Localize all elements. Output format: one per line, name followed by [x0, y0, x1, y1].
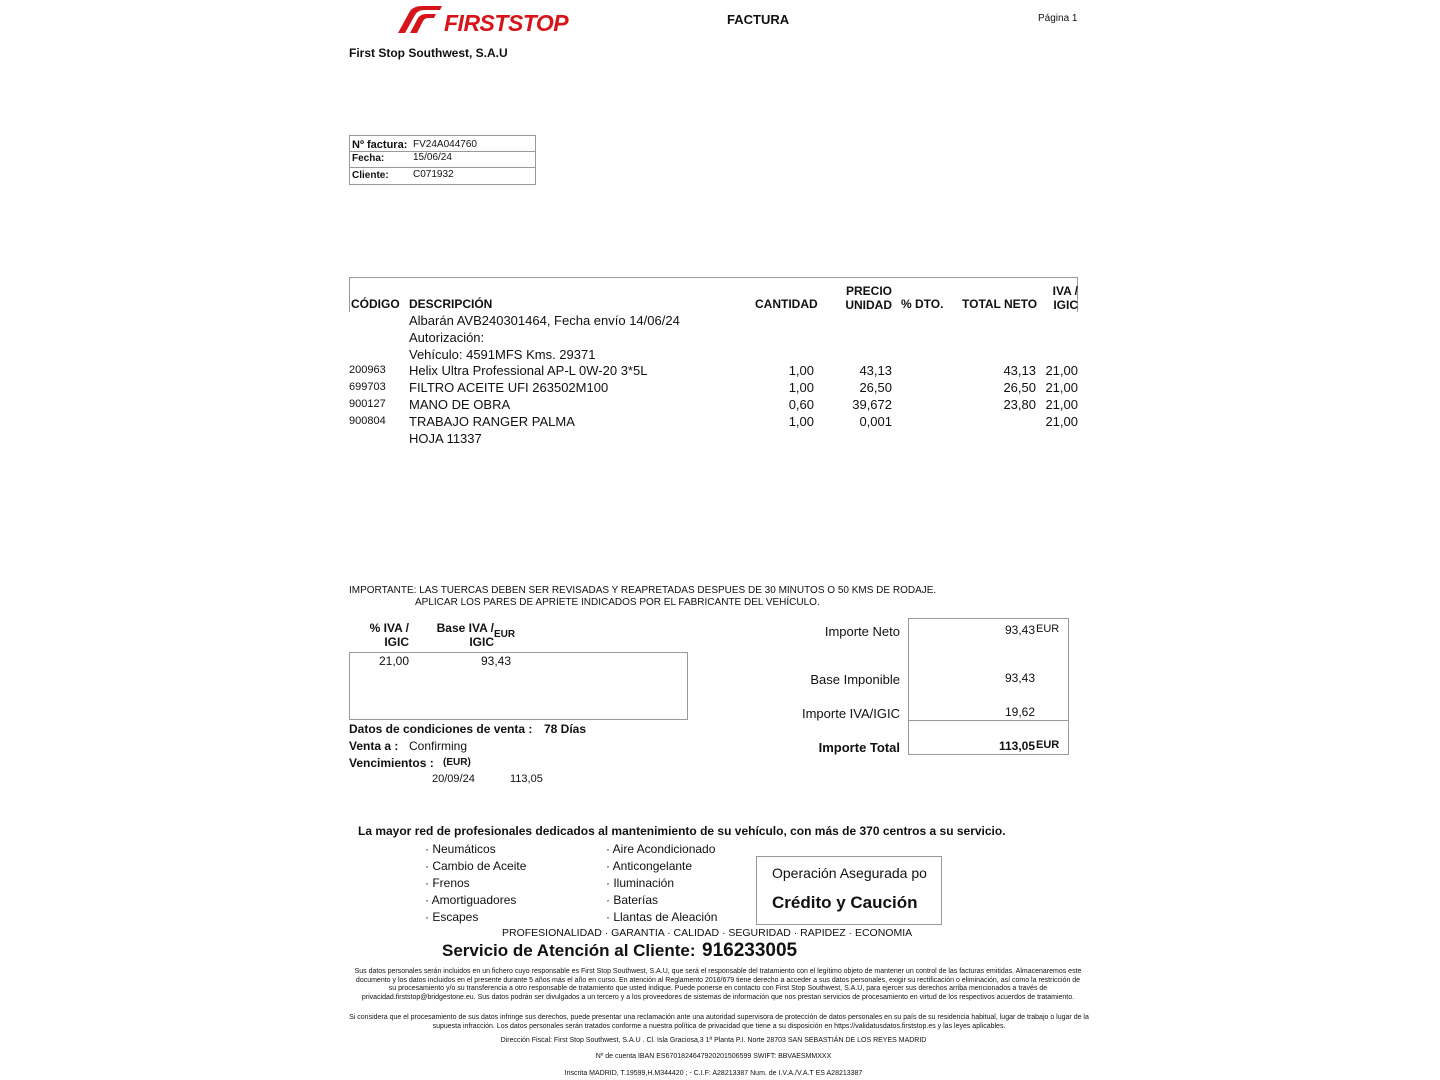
service-item: · Frenos: [425, 876, 470, 890]
row-qty: 1,00: [788, 380, 814, 395]
col-header-codigo: CÓDIGO: [351, 297, 400, 311]
row-price: 39,672: [852, 397, 892, 412]
logo-wordmark: FIRSTSTOP: [444, 10, 569, 36]
complaint-notice: Si considera que el procesamiento de sus datos infringe sus derechos, puede presentar una reclamación ante una autoridad supervisora de protección de datos personales en su país de su residencia habitual, lugar de trabajo o lugar de la supuesta infracción. Los datos personales serán tratados conforme a nuestra política de privacidad que tiene a su disposición en https://validatusdatos.firststop.es y las leyes aplicables.: [349, 1014, 1089, 1030]
importe-total-label: Importe Total: [818, 740, 900, 755]
vencimiento-amount: 113,05: [510, 773, 543, 785]
customer-service-label: Servicio de Atención al Cliente:: [442, 941, 696, 960]
customer-service-phone: 916233005: [702, 940, 798, 961]
service-item: · Cambio de Aceite: [425, 859, 527, 873]
company-name: First Stop Southwest, S.A.U: [349, 46, 508, 60]
importe-neto-currency: EUR: [1036, 623, 1060, 635]
row-qty: 1,00: [788, 363, 814, 378]
col-header-dto: % DTO.: [901, 297, 944, 311]
vencimiento-date: 20/09/24: [432, 773, 475, 785]
row-code: 900127: [349, 398, 386, 410]
importe-iva-value: 19,62: [1004, 705, 1035, 719]
venta-label: Venta a :: [349, 739, 399, 753]
tax-header-eur: EUR: [494, 629, 516, 640]
service-item: · Iluminación: [606, 876, 675, 890]
row-desc: FILTRO ACEITE UFI 263502M100: [409, 380, 609, 395]
row-desc: TRABAJO RANGER PALMA: [409, 414, 575, 429]
row-iva: 21,00: [1045, 380, 1078, 395]
items-note: [409, 312, 680, 363]
col-header-descripcion: DESCRIPCIÓN: [409, 297, 493, 311]
service-item: · Anticongelante: [606, 859, 693, 873]
service-item: · Llantas de Aleación: [606, 910, 718, 924]
client-label: Cliente:: [352, 170, 389, 181]
fiscal-address: Dirección Fiscal: First Stop Southwest, S.A.U . Cl. Isla Graciosa,3 1ª Planta P.I. Norte 28703 SAN SEBASTIÁN DE LOS REYES MADRID: [500, 1037, 927, 1044]
registry-info: Inscrita MADRID, T.19599,H.M344420 ; - C.I.F: A28213387 Num. de I.V.A./V.A.T ES A28213387: [564, 1070, 863, 1077]
invoice-date: 15/06/24: [413, 152, 452, 163]
logo-swoosh-icon: [396, 5, 444, 35]
vencimientos-label: Vencimientos :: [349, 756, 434, 770]
privacy-notice: Sus datos personales serán incluidos en un fichero cuyo responsable es First Stop Southwest, S.A.U, que será el responsable del tratamiento con el legítimo objeto de mantener un control de las facturas emitidas. Almacenaremos este documento y los datos incluidos en el presente durante 5 años más el año en curso. En atención al Reglamento 2016/679 tiene derecho a acceder a sus datos personales, exigir su rectificación o eliminación, así como la restricción de su procesamiento y/o su transferencia a otro responsable de tratamiento que usted indique. Puede ponerse en contacto con First Stop Southwest, S.A.U, para ejercer sus derechos arriba mencionados a través de privacidad.firststop@bridgestone.eu. Sus datos podrán ser divulgados a un tercero y a los proveedores de sistemas de información que nos prestan servicios de procesamiento en virtud de los respectivos acuerdos de tratamiento.: [354, 968, 1082, 1001]
row-code: 900804: [349, 415, 386, 427]
tax-iva-value: 21,00: [378, 654, 409, 668]
row-total: 26,50: [1003, 380, 1036, 395]
importe-total-value: 113,05: [998, 739, 1035, 753]
tax-header-iva: % IVA / IGIC: [369, 621, 409, 649]
tax-header-base: Base IVA / IGIC: [436, 621, 494, 649]
row-qty: 1,00: [788, 414, 814, 429]
col-header-cantidad: CANTIDAD: [755, 297, 818, 311]
important-notice-line1: IMPORTANTE: LAS TUERCAS DEBEN SER REVISADAS Y REAPRETADAS DESPUES DE 30 MINUTOS O 50 KMS DE RODAJE.: [349, 585, 937, 596]
promo-headline: La mayor red de profesionales dedicados al mantenimiento de su vehículo, con más de 370 centros a su servicio.: [358, 824, 1006, 838]
base-imponible-label: Base Imponible: [810, 672, 900, 687]
conditions-label: Datos de condiciones de venta :: [349, 722, 533, 736]
importe-total-currency: EUR: [1036, 739, 1060, 751]
company-logo: [396, 4, 569, 36]
vencimientos-currency: (EUR): [443, 757, 471, 768]
col-header-precio: PRECIO UNIDAD: [845, 284, 892, 312]
services-list-right: [606, 841, 717, 926]
row-desc: Helix Ultra Professional AP-L 0W-20 3*5L: [409, 363, 648, 378]
row-code: 699703: [349, 381, 386, 393]
row-price: 0,001: [859, 414, 892, 429]
credit-insurance-line1: Operación Asegurada po: [772, 865, 927, 881]
row-code: 200963: [349, 364, 386, 376]
values-line: PROFESIONALIDAD · GARANTIA · CALIDAD · SEGURIDAD · RAPIDEZ · ECONOMIA: [502, 927, 913, 939]
services-list-left: [425, 841, 526, 926]
base-imponible-value: 93,43: [1004, 671, 1035, 685]
venta-value: Confirming: [409, 739, 468, 753]
row-total: 43,13: [1003, 363, 1036, 378]
credit-insurance-line2: Crédito y Caución: [772, 893, 918, 912]
bank-account: Nº de cuenta IBAN ES6701824647920201506599 SWIFT: BBVAESMMXXX: [595, 1053, 832, 1060]
row-total: 23,80: [1003, 397, 1036, 412]
service-item: · Amortiguadores: [425, 893, 517, 907]
tax-base-value: 93,43: [480, 654, 511, 668]
row-qty: 0,60: [788, 397, 814, 412]
service-item: · Escapes: [425, 910, 479, 924]
invoice-number-label: Nº factura:: [352, 139, 408, 151]
row-iva: 21,00: [1045, 414, 1078, 429]
service-item: · Aire Acondicionado: [606, 842, 716, 856]
row-price: 43,13: [859, 363, 892, 378]
note-line: Albarán AVB240301464, Fecha envío 14/06/24: [409, 313, 680, 328]
importe-neto-label: Importe Neto: [824, 624, 900, 639]
row-price: 26,50: [859, 380, 892, 395]
service-item: · Neumáticos: [425, 842, 496, 856]
totals-box: [908, 618, 1069, 755]
col-header-iva: IVA / IGIC: [1052, 284, 1078, 312]
document-title: FACTURA: [727, 12, 790, 27]
service-item: · Baterías: [606, 893, 659, 907]
importe-neto-value: 93,43: [1004, 623, 1035, 637]
page-number: Página 1: [1038, 13, 1078, 24]
invoice-number: FV24A044760: [413, 139, 477, 150]
note-line: Autorización:: [409, 330, 485, 345]
important-notice-line2: APLICAR LOS PARES DE APRIETE INDICADOS POR EL FABRICANTE DEL VEHÍCULO.: [415, 597, 820, 608]
col-header-total-neto: TOTAL NETO: [962, 297, 1038, 311]
row-iva: 21,00: [1045, 363, 1078, 378]
note-line: Vehículo: 4591MFS Kms. 29371: [409, 347, 596, 362]
client-code: C071932: [413, 169, 454, 180]
importe-iva-label: Importe IVA/IGIC: [801, 706, 900, 721]
row-desc: MANO DE OBRA: [409, 397, 511, 412]
row-iva: 21,00: [1045, 397, 1078, 412]
row-extra-line: HOJA 11337: [409, 431, 482, 446]
conditions-value: 78 Días: [544, 722, 587, 736]
invoice-date-label: Fecha:: [352, 153, 385, 164]
